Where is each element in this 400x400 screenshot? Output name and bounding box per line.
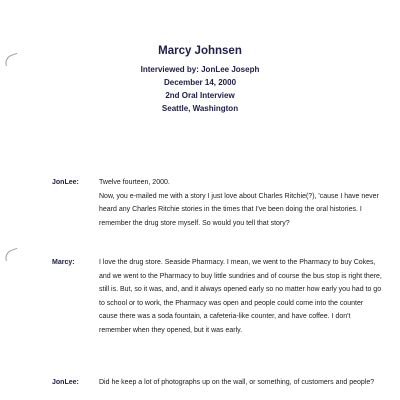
speaker-label: JonLee: <box>52 379 79 386</box>
transcript-entry <box>52 256 382 337</box>
speech-text: I love the drug store. Seaside Pharmacy. I mean, we went to the Pharmacy to buy Cokes, and we went to the Pharmacy to buy little sundries and of course the bus stop is right there, still is. But, so it was, and, and it always opened early so no matter how early you had to go to school or to work, the Pharmacy was open and people could come into the counter cause there was a soda fountain, a cafeteria-like counter, and have coffee. I don't remember when they opened, but it was early. <box>99 259 382 334</box>
interview-location: Seattle, Washington <box>161 104 239 113</box>
document-header <box>0 43 400 115</box>
speaker-label: JonLee: <box>52 179 79 186</box>
transcript-entry <box>52 176 382 230</box>
interviewer-line: Interviewed by: JonLee Joseph <box>140 65 260 74</box>
interview-session: 2nd Oral Interview <box>165 91 235 100</box>
speaker-label: Marcy: <box>52 259 75 266</box>
document-title: Marcy Johnsen <box>158 45 242 57</box>
speech-text: Twelve fourteen, 2000. Now, you e-mailed me with a story I just love about Charles Ritchie(?), 'cause I have never heard any Charles Ritchie stories in the times that I've been doing the oral histories. I remember the drug store myself. So would you tell that story? <box>99 179 379 227</box>
transcript-entry <box>52 376 382 390</box>
margin-mark <box>3 248 20 262</box>
interview-date: December 14, 2000 <box>163 78 237 87</box>
speech-text: Did he keep a lot of photographs up on the wall, or something, of customers and people? <box>99 379 375 386</box>
